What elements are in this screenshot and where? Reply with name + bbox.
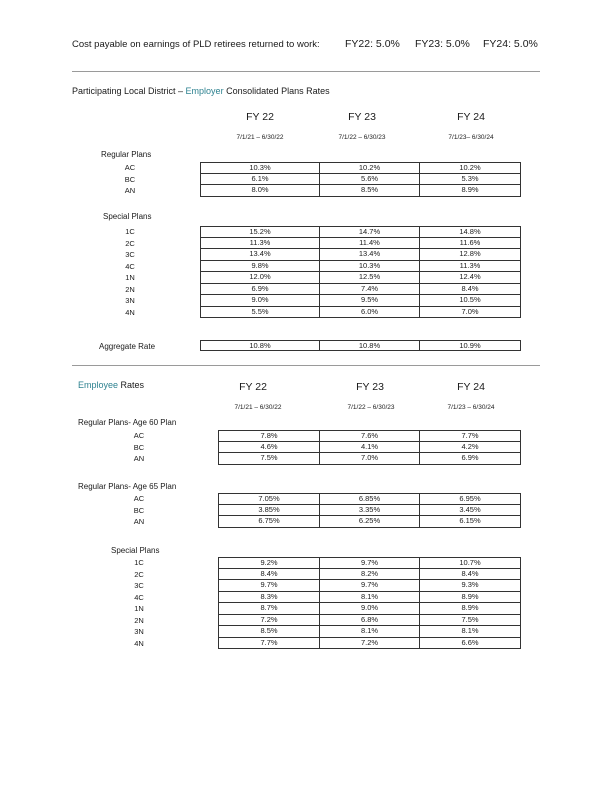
employer-special-cell: 8.4% [420, 284, 521, 296]
employer-special-row-label: 2C [125, 238, 135, 248]
employer-special-row-label: 3C [125, 250, 135, 259]
employee-special-cell: 8.9% [420, 603, 521, 615]
employer-regular-cell: 8.9% [420, 185, 521, 197]
employer-special-cell: 5.5% [200, 307, 320, 319]
employee-special-cell: 9.2% [218, 557, 320, 569]
employer-special-cell: 15.2% [200, 226, 320, 238]
employee-special-cell: 6.8% [320, 615, 420, 627]
employee-special-row-label: 2C [134, 569, 144, 579]
employer-special-row-label: 1N [125, 273, 135, 282]
employee-special-cell: 7.2% [218, 615, 320, 627]
employer-range-fy23: 7/1/22 – 6/30/23 [338, 134, 386, 141]
employee-age60-cell: 7.5% [218, 453, 320, 465]
employer-special-cell: 7.4% [320, 284, 420, 296]
employee-range-fy23: 7/1/22 – 6/30/23 [347, 404, 395, 411]
employer-special-cell: 11.6% [420, 238, 521, 250]
employer-special-row-label: 2N [125, 284, 135, 294]
employer-special-cell: 13.4% [200, 249, 320, 261]
employee-age65-cell: 6.15% [420, 516, 521, 528]
employee-section-title: Employee Rates [78, 380, 145, 390]
employer-special-cell: 12.8% [420, 249, 521, 261]
employee-special-cell: 7.7% [218, 638, 320, 650]
employee-age65-row-label: AN [133, 517, 145, 526]
employee-age60-row-label: AC [133, 431, 145, 440]
employee-age65-cell: 3.85% [218, 505, 320, 517]
employer-special-cell: 9.8% [200, 261, 320, 273]
employer-special-cell: 10.3% [320, 261, 420, 273]
employee-special-row-label: 2N [134, 615, 144, 625]
employee-special-row-label: 1C [134, 558, 144, 567]
employee-age60-cell: 4.1% [320, 442, 420, 454]
employee-special-row-label: 3N [134, 627, 144, 636]
employer-special-cell: 10.5% [420, 295, 521, 307]
employee-age65-cell: 6.95% [420, 493, 521, 505]
employer-regular-cell: 10.2% [420, 162, 521, 174]
employee-age60-cell: 7.6% [320, 430, 420, 442]
employer-regular-cell: 6.1% [200, 174, 320, 186]
employer-special-cell: 13.4% [320, 249, 420, 261]
employee-age65-cell: 3.45% [420, 505, 521, 517]
employer-header-fy24: FY 24 [457, 111, 485, 123]
employer-special-cell: 14.8% [420, 226, 521, 238]
retiree-cost-fy22: FY22: 5.0% [345, 38, 400, 50]
employee-special-cell: 8.4% [218, 569, 320, 581]
employer-regular-cell: 8.0% [200, 185, 320, 197]
employer-special-cell: 14.7% [320, 226, 420, 238]
employer-regular-row-label: BC [124, 174, 136, 184]
employee-age60-row-label: AN [133, 454, 145, 463]
employee-accent-word: Employee [78, 380, 119, 390]
employee-header-fy22: FY 22 [239, 381, 267, 393]
employer-regular-label: Regular Plans [101, 150, 152, 159]
retiree-cost-line [72, 38, 538, 50]
employee-special-cell: 8.1% [320, 626, 420, 638]
employee-special-cell: 9.7% [320, 580, 420, 592]
employee-age60-cell: 4.2% [420, 442, 521, 454]
employer-regular-cell: 10.3% [200, 162, 320, 174]
employer-special-cell: 12.0% [200, 272, 320, 284]
employee-age60-row-label: BC [133, 442, 145, 452]
employer-special-cell: 9.0% [200, 295, 320, 307]
employer-special-cell: 7.0% [420, 307, 521, 319]
employee-age60-cell: 7.0% [320, 453, 420, 465]
employee-age65-row-label: BC [133, 505, 145, 515]
employee-age60-cell: 6.9% [420, 453, 521, 465]
employer-special-cell: 12.4% [420, 272, 521, 284]
employee-age60-cell: 7.7% [420, 430, 521, 442]
employer-special-cell: 6.9% [200, 284, 320, 296]
employee-age65-cell: 6.25% [320, 516, 420, 528]
employee-header-fy23: FY 23 [356, 381, 384, 393]
employee-age65-row-label: AC [133, 494, 145, 503]
aggregate-rate-fy23: 10.8% [320, 340, 420, 351]
employee-age60-label: Regular Plans- Age 60 Plan [78, 418, 177, 427]
employee-special-cell: 8.7% [218, 603, 320, 615]
employee-special-cell: 9.7% [320, 557, 420, 569]
employer-special-cell: 11.3% [200, 238, 320, 250]
employee-special-cell: 8.2% [320, 569, 420, 581]
employee-age65-label: Regular Plans- Age 65 Plan [78, 482, 177, 491]
employee-special-row-label: 4N [134, 638, 144, 648]
employee-special-cell: 8.1% [320, 592, 420, 604]
employee-special-cell: 6.6% [420, 638, 521, 650]
employee-age60-cell: 4.6% [218, 442, 320, 454]
employer-special-label: Special Plans [103, 212, 152, 221]
retiree-cost-fy24: FY24: 5.0% [483, 38, 538, 50]
employee-age65-cell: 3.35% [320, 505, 420, 517]
employee-header-fy24: FY 24 [457, 381, 485, 393]
employer-regular-row-label: AC [124, 163, 136, 172]
divider-middle [72, 365, 540, 366]
employer-special-row-label: 4N [125, 307, 135, 317]
employee-special-cell: 8.1% [420, 626, 521, 638]
retiree-cost-fy23: FY23: 5.0% [415, 38, 470, 50]
employer-accent-word: Employer [185, 86, 224, 96]
employee-age60-cell: 7.8% [218, 430, 320, 442]
employee-age65-cell: 6.85% [320, 493, 420, 505]
employer-range-fy22: 7/1/21 – 6/30/22 [236, 134, 284, 141]
employee-special-cell: 10.7% [420, 557, 521, 569]
employee-special-cell: 7.5% [420, 615, 521, 627]
employee-range-fy24: 7/1/23 – 6/30/24 [447, 404, 495, 411]
aggregate-rate-fy24: 10.9% [420, 340, 521, 351]
employee-special-cell: 9.7% [218, 580, 320, 592]
employee-special-cell: 9.3% [420, 580, 521, 592]
employee-range-fy22: 7/1/21 – 6/30/22 [234, 404, 282, 411]
employer-regular-cell: 10.2% [320, 162, 420, 174]
employer-special-row-label: 1C [125, 227, 135, 236]
divider-top [72, 71, 540, 72]
aggregate-rate-fy22: 10.8% [200, 340, 320, 351]
employee-special-cell: 8.9% [420, 592, 521, 604]
employee-special-cell: 8.4% [420, 569, 521, 581]
employee-special-cell: 9.0% [320, 603, 420, 615]
employer-header-fy23: FY 23 [348, 111, 376, 123]
employer-special-cell: 12.5% [320, 272, 420, 284]
employer-regular-cell: 5.3% [420, 174, 521, 186]
employer-regular-row-label: AN [124, 186, 136, 195]
employee-age65-cell: 7.05% [218, 493, 320, 505]
aggregate-rate-label: Aggregate Rate [99, 342, 156, 351]
employee-special-cell: 8.3% [218, 592, 320, 604]
employer-header-fy22: FY 22 [246, 111, 274, 123]
employer-range-fy24: 7/1/23– 6/30/24 [448, 134, 494, 141]
employer-special-cell: 6.0% [320, 307, 420, 319]
employer-regular-cell: 8.5% [320, 185, 420, 197]
employee-special-cell: 7.2% [320, 638, 420, 650]
employee-special-label: Special Plans [111, 546, 160, 555]
retiree-cost-text: Cost payable on earnings of PLD retirees returned to work: [72, 39, 320, 50]
employer-special-cell: 11.3% [420, 261, 521, 273]
employee-special-row-label: 4C [134, 592, 144, 602]
employer-section-title: Participating Local District – Employer Consolidated Plans Rates [72, 86, 330, 96]
employer-special-row-label: 3N [125, 296, 135, 305]
employee-age65-cell: 6.75% [218, 516, 320, 528]
employee-special-cell: 8.5% [218, 626, 320, 638]
employer-special-cell: 11.4% [320, 238, 420, 250]
employee-special-row-label: 3C [134, 581, 144, 590]
employer-special-cell: 9.5% [320, 295, 420, 307]
employer-special-row-label: 4C [125, 261, 135, 271]
employee-special-row-label: 1N [134, 604, 144, 613]
employer-regular-cell: 5.6% [320, 174, 420, 186]
